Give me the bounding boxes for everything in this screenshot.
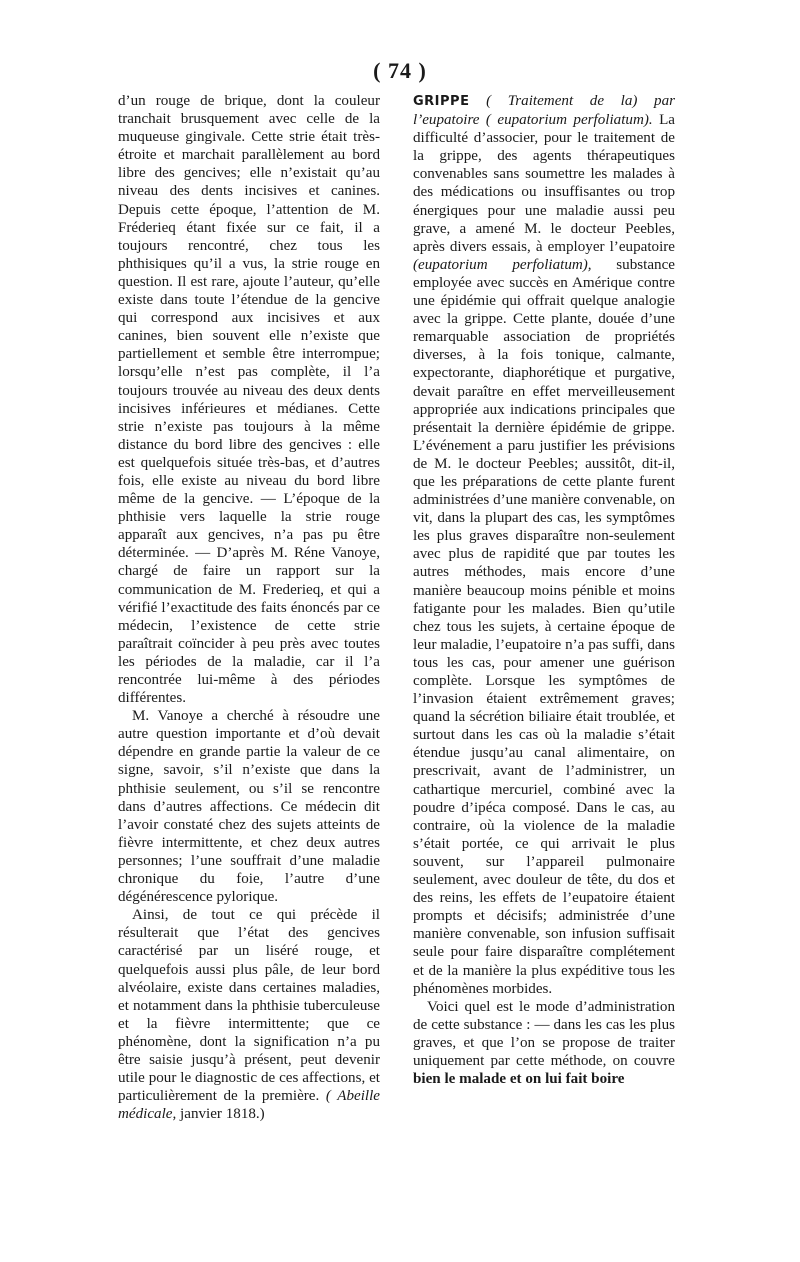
left-paragraph-3 (118, 906, 380, 1123)
right-paragraph-2-last-line: bien le malade et on lui fait boire (413, 1071, 625, 1088)
article-heading: GRIPPE (413, 94, 470, 109)
latin-name: (eupatorium perfoliatum), (413, 256, 592, 273)
left-paragraph-1: d’un rouge de brique, dont la couleur tranchait brusquement avec celle de la muqueuse gingivale. Cette strie était très-étroite et marchait parallèlement au bord libre des gencives; elle n’existait qu’au niveau des dents incisives et canines. Depuis cette époque, l’attention de M. Fréderieq étant fixée sur ce fait, il a toujours rencontré, chez tous les phthisiques qu’il a vus, la strie rouge en question. Il est rare, ajoute l’auteur, qu’elle existe dans toute l’étendue de la gencive qui correspond aux incisives et aux canines, bien souvent elle n’existe que partiellement et semble être interrompue; lorsqu’elle n’est pas complète, il l’a toujours trouvée au niveau des deux dents incisives inférieures et médianes. Cette strie n’existe pas toujours à la même distance du bord libre des gencives : elle est quelquefois située très-bas, et d’autres fois, elle existe au niveau du bord libre même de la gencive. — L’époque de la phthisie vers laquelle la strie rouge apparaît aux gencives, n’a pas pu être déterminée. — D’après M. Réne Vanoye, chargé de faire un rapport sur la communication de M. Frederieq, et qui a vérifié l’exactitude des faits énoncés par ce médecin, l’existence de cette strie paraîtrait coïncider à peu près avec toutes les périodes de la maladie, car il l’a rencontrée lui-même à des périodes différentes. (118, 93, 380, 707)
source-citation: ( Abeille médicale, (118, 1088, 380, 1123)
left-paragraph-2: M. Vanoye a cherché à résoudre une autre question importante et d’où devait dépendre en grande partie la valeur de ce signe, savoir, s’il n’existe que dans la phthisie seulement, ou s’il se rencontre dans d’autres affections. Ce médecin dit l’avoir constaté chez des sujets atteints de fièvre intermittente, et chez deux autres personnes; l’une souffrait d’une maladie chronique du foie, l’autre d’une dégénérescence pylorique. (118, 708, 380, 906)
right-paragraph-1-text: La difficulté d’associer, pour le traitement de la grippe, des agents thérapeutiques convenables sans soumettre les malades à des médications ou insuffisantes ou trop énergiques pour une maladie aussi peu grave, a amené M. le docteur Peebles, après divers essais, à employer l’eupatoire (413, 112, 675, 255)
right-column (413, 92, 675, 1088)
page-number: ( 74 ) (373, 58, 427, 83)
source-date: janvier 1818.) (180, 1106, 265, 1123)
article-subheading: ( Traitement de la) par l’eupatoire ( eupatorium perfoliatum). (413, 93, 675, 129)
right-paragraph-1 (413, 92, 675, 998)
left-paragraph-3-text: Ainsi, de tout ce qui précède il résulterait que l’état des gencives caractérisé par un liséré rouge, et quelquefois aussi plus pâle, de leur bord alvéolaire, existe dans certaines maladies, et notamment dans la phthisie tuberculeuse et la fièvre intermittente; que ce phénomène, dont la signification n’a pu être saisie jusqu’à présent, peut devenir utile pour le diagnostic de ces affections, et particulièrement de la première. (118, 907, 380, 1105)
right-paragraph-2-text: Voici quel est le mode d’administration de cette substance : — dans les cas les plus graves, et que l’on se propose de traiter uniquement par cette méthode, on couvre (413, 998, 675, 1069)
right-paragraph-1-rest: substance employée avec succès en Amérique contre une épidémie qui offrait quelque analogie avec la grippe. Cette plante, douée d’une remarquable association de propriétés diverses, à la fois tonique, calmante, expectorante, diaphorétique et purgative, devait paraître en effet merveilleusement appropriée aux indications principales que présentait la dernière épidémie de grippe. L’événement a paru justifier les prévisions de M. le docteur Peebles; aussitôt, dit-il, que les préparations de cette plante furent administrées d’une manière convenable, on vit, dans la plupart des cas, les symptômes les plus graves disparaître non-seulement avec plus de rapidité que par toutes les autres méthodes, mais encore d’une manière beaucoup moins pénible et moins fatigante pour les malades. Bien qu’utile chez tous les sujets, à certaine époque de leur maladie, l’eupatoire n’a pas suffi, dans tous les cas, pour amener une guérison complète. Lorsque les symptômes de l’invasion étaient extrêmement graves; quand la sécrétion biliaire était troublée, et surtout dans les cas où la maladie s’était étendue jusqu’au canal alimentaire, on prescrivait, avant de l’administrer, un cathartique mercuriel, combiné avec la poudre d’ipéca composé. Dans le cas, au contraire, où la violence de la maladie s’était portée, ce qui arrivait le plus souvent, sur l’appareil pulmonaire seulement, avec douleur de tête, du dos et des reins, les effets de l’eupatoire étaient prompts et décisifs; administrée d’une manière convenable, son infusion suffisait seule pour faire disparaître complétement et de la manière la plus expéditive tous les phénomènes morbides. (413, 256, 675, 997)
left-column (118, 92, 380, 1123)
right-paragraph-2 (413, 998, 675, 1088)
